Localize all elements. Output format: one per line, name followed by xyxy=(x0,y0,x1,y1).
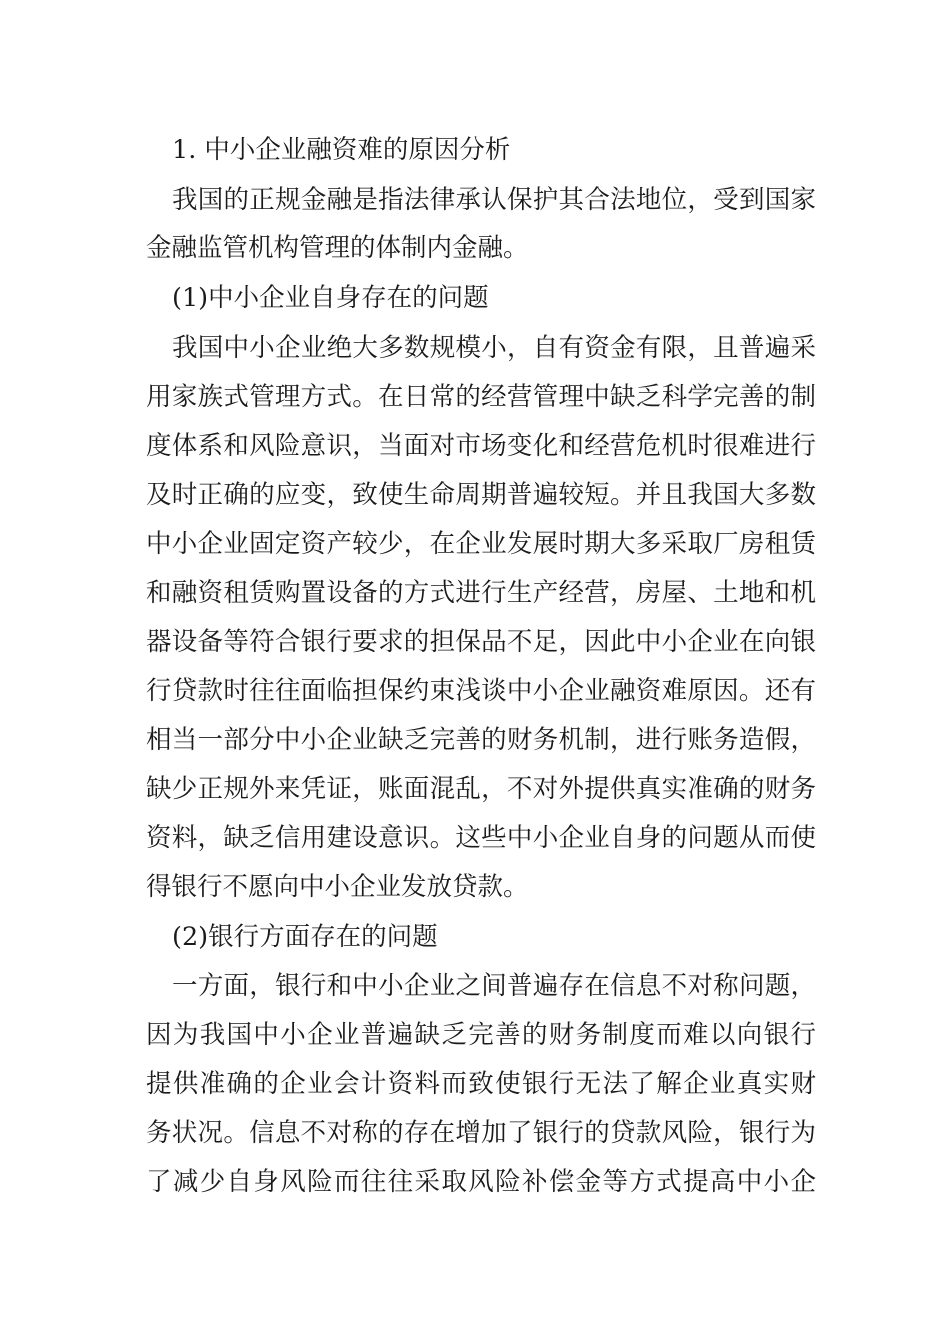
paragraph-line: 我国中小企业绝大多数规模小，自有资金有限，且普遍采 xyxy=(172,333,816,363)
section-heading: 1. 中小企业融资难的原因分析 xyxy=(172,135,511,165)
paragraph-line: 得银行不愿向中小企业发放贷款。 xyxy=(146,872,529,902)
paragraph-line: 提供准确的企业会计资料而致使银行无法了解企业真实财 xyxy=(146,1069,816,1099)
paragraph-line: 缺少正规外来凭证，账面混乱，不对外提供真实准确的财务 xyxy=(146,774,816,804)
paragraph-line: 了减少自身风险而往往采取风险补偿金等方式提高中小企 xyxy=(146,1167,816,1197)
paragraph-line: 度体系和风险意识，当面对市场变化和经营危机时很难进行 xyxy=(146,431,816,461)
subsection-heading: (1)中小企业自身存在的问题 xyxy=(172,283,489,313)
paragraph-line: 资料，缺乏信用建设意识。这些中小企业自身的问题从而使 xyxy=(146,823,816,853)
paragraph-line: 金融监管机构管理的体制内金融。 xyxy=(146,233,529,263)
paragraph-line: 中小企业固定资产较少，在企业发展时期大多采取厂房租赁 xyxy=(146,529,816,559)
paragraph-line: 因为我国中小企业普遍缺乏完善的财务制度而难以向银行 xyxy=(146,1020,816,1050)
paragraph-line: 相当一部分中小企业缺乏完善的财务机制，进行账务造假， xyxy=(146,725,816,755)
paragraph-line: 行贷款时往往面临担保约束浅谈中小企业融资难原因。还有 xyxy=(146,676,816,706)
paragraph-line: 和融资租赁购置设备的方式进行生产经营，房屋、土地和机 xyxy=(146,578,816,608)
paragraph-line: 器设备等符合银行要求的担保品不足，因此中小企业在向银 xyxy=(146,627,816,657)
paragraph-line: 务状况。信息不对称的存在增加了银行的贷款风险，银行为 xyxy=(146,1118,816,1148)
paragraph-line: 及时正确的应变，致使生命周期普遍较短。并且我国大多数 xyxy=(146,480,816,510)
paragraph-line: 我国的正规金融是指法律承认保护其合法地位，受到国家 xyxy=(172,185,816,215)
paragraph-line: 一方面，银行和中小企业之间普遍存在信息不对称问题， xyxy=(172,971,816,1001)
paragraph-line: 用家族式管理方式。在日常的经营管理中缺乏科学完善的制 xyxy=(146,382,816,412)
subsection-heading: (2)银行方面存在的问题 xyxy=(172,922,438,952)
